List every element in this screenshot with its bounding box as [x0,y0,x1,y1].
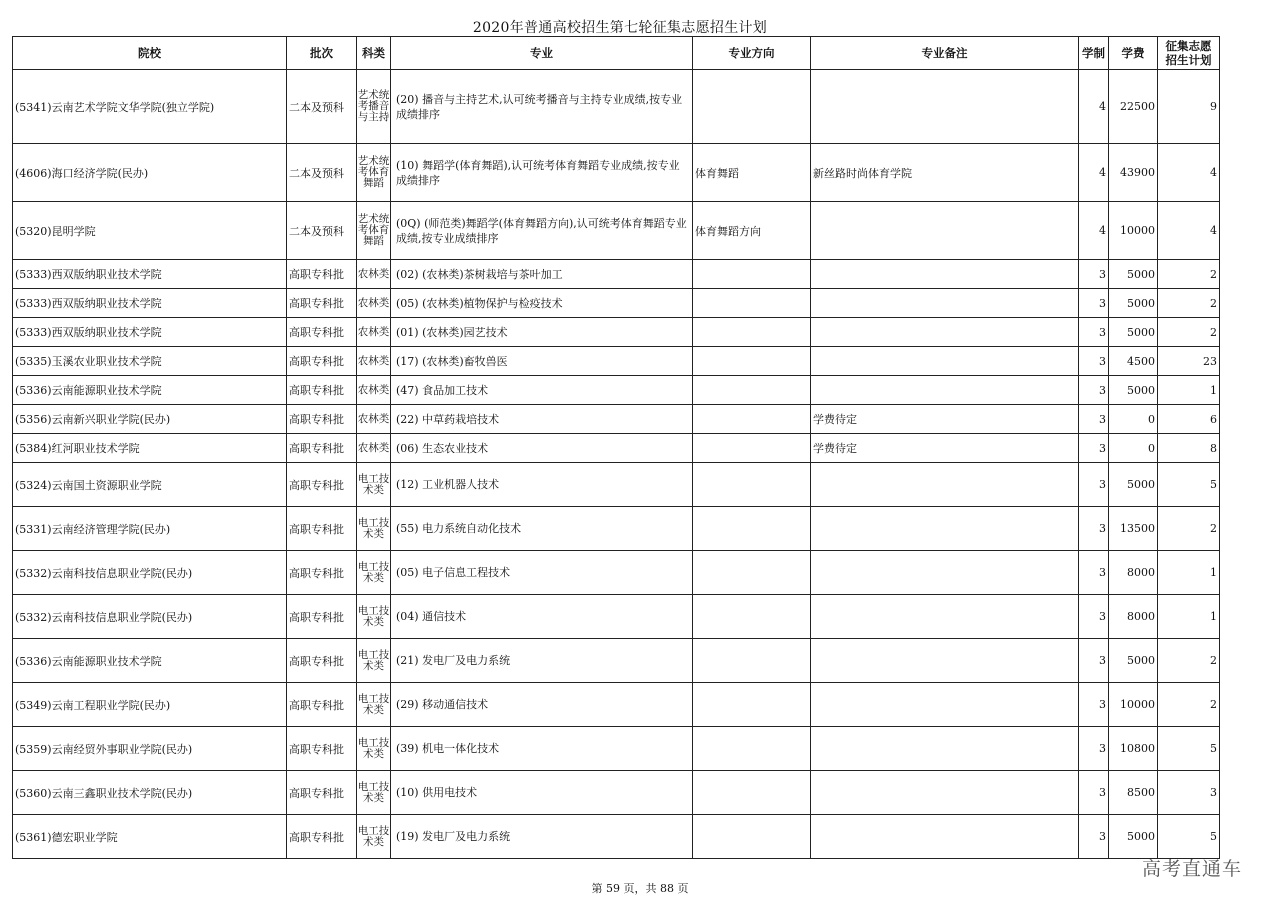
cell-school: (5324)云南国土资源职业学院 [13,463,287,507]
cell-plan: 2 [1158,260,1220,289]
cell-category: 艺术统考体育舞蹈 [357,202,391,260]
cell-category: 农林类 [357,260,391,289]
header-category: 科类 [357,37,391,70]
cell-direction [693,260,811,289]
cell-fee: 5000 [1109,639,1158,683]
cell-batch: 高职专科批 [287,771,357,815]
cell-school: (5359)云南经贸外事职业学院(民办) [13,727,287,771]
table-row [13,683,1220,727]
cell-batch: 高职专科批 [287,683,357,727]
cell-remark [811,507,1079,551]
cell-school: (5332)云南科技信息职业学院(民办) [13,551,287,595]
cell-category: 农林类 [357,318,391,347]
table-row [13,595,1220,639]
cell-major: (17) (农林类)畜牧兽医 [391,347,693,376]
cell-major: (05) 电子信息工程技术 [391,551,693,595]
table-row [13,405,1220,434]
cell-plan: 4 [1158,144,1220,202]
cell-years: 3 [1079,815,1109,859]
table-row [13,202,1220,260]
cell-remark: 学费待定 [811,434,1079,463]
cell-years: 3 [1079,727,1109,771]
cell-major: (39) 机电一体化技术 [391,727,693,771]
cell-school: (5336)云南能源职业技术学院 [13,376,287,405]
cell-years: 3 [1079,595,1109,639]
cell-plan: 2 [1158,289,1220,318]
cell-category: 艺术统考播音与主持 [357,70,391,144]
cell-batch: 高职专科批 [287,815,357,859]
cell-school: (5320)昆明学院 [13,202,287,260]
cell-major: (22) 中草药栽培技术 [391,405,693,434]
cell-batch: 高职专科批 [287,551,357,595]
cell-plan: 8 [1158,434,1220,463]
cell-school: (5361)德宏职业学院 [13,815,287,859]
cell-plan: 9 [1158,70,1220,144]
cell-direction [693,683,811,727]
cell-major: (21) 发电厂及电力系统 [391,639,693,683]
table-row [13,639,1220,683]
cell-remark [811,376,1079,405]
cell-remark [811,463,1079,507]
table-row [13,318,1220,347]
cell-major: (47) 食品加工技术 [391,376,693,405]
cell-plan: 5 [1158,815,1220,859]
cell-school: (5333)西双版纳职业技术学院 [13,318,287,347]
table-row [13,434,1220,463]
cell-years: 3 [1079,347,1109,376]
cell-fee: 5000 [1109,318,1158,347]
cell-remark [811,639,1079,683]
header-remark: 专业备注 [811,37,1079,70]
cell-direction: 体育舞蹈方向 [693,202,811,260]
cell-category: 电工技术类 [357,771,391,815]
cell-category: 农林类 [357,289,391,318]
cell-school: (4606)海口经济学院(民办) [13,144,287,202]
cell-category: 电工技术类 [357,683,391,727]
cell-major: (04) 通信技术 [391,595,693,639]
cell-remark [811,202,1079,260]
cell-years: 4 [1079,144,1109,202]
cell-major: (12) 工业机器人技术 [391,463,693,507]
cell-major: (01) (农林类)园艺技术 [391,318,693,347]
cell-direction [693,639,811,683]
cell-plan: 2 [1158,639,1220,683]
cell-category: 电工技术类 [357,639,391,683]
cell-batch: 二本及预科 [287,144,357,202]
cell-fee: 8000 [1109,595,1158,639]
cell-major: (19) 发电厂及电力系统 [391,815,693,859]
cell-batch: 高职专科批 [287,507,357,551]
cell-school: (5349)云南工程职业学院(民办) [13,683,287,727]
cell-plan: 6 [1158,405,1220,434]
cell-major: (10) 舞蹈学(体育舞蹈),认可统考体育舞蹈专业成绩,按专业成绩排序 [391,144,693,202]
cell-fee: 0 [1109,434,1158,463]
cell-fee: 8500 [1109,771,1158,815]
cell-batch: 高职专科批 [287,434,357,463]
cell-category: 电工技术类 [357,727,391,771]
cell-direction [693,551,811,595]
cell-direction [693,507,811,551]
cell-major: (29) 移动通信技术 [391,683,693,727]
cell-batch: 二本及预科 [287,202,357,260]
cell-years: 3 [1079,463,1109,507]
cell-direction: 体育舞蹈 [693,144,811,202]
cell-fee: 10000 [1109,683,1158,727]
cell-batch: 高职专科批 [287,405,357,434]
cell-school: (5360)云南三鑫职业技术学院(民办) [13,771,287,815]
cell-remark [811,260,1079,289]
cell-school: (5333)西双版纳职业技术学院 [13,289,287,318]
cell-batch: 高职专科批 [287,289,357,318]
cell-years: 3 [1079,507,1109,551]
cell-remark [811,70,1079,144]
cell-plan: 3 [1158,771,1220,815]
cell-years: 3 [1079,318,1109,347]
cell-school: (5384)红河职业技术学院 [13,434,287,463]
cell-direction [693,771,811,815]
document-title: 2020年普通高校招生第七轮征集志愿招生计划 [472,20,768,36]
cell-direction [693,434,811,463]
cell-remark [811,347,1079,376]
cell-plan: 4 [1158,202,1220,260]
cell-plan: 23 [1158,347,1220,376]
cell-fee: 22500 [1109,70,1158,144]
cell-category: 农林类 [357,405,391,434]
cell-batch: 高职专科批 [287,595,357,639]
header-fee: 学费 [1109,37,1158,70]
cell-school: (5333)西双版纳职业技术学院 [13,260,287,289]
cell-plan: 5 [1158,727,1220,771]
cell-batch: 高职专科批 [287,347,357,376]
cell-category: 电工技术类 [357,463,391,507]
cell-category: 电工技术类 [357,551,391,595]
table-row [13,289,1220,318]
cell-years: 3 [1079,376,1109,405]
cell-remark [811,771,1079,815]
cell-major: (0Q) (师范类)舞蹈学(体育舞蹈方向),认可统考体育舞蹈专业成绩,按专业成绩排序 [391,202,693,260]
cell-years: 4 [1079,202,1109,260]
table-row [13,347,1220,376]
cell-school: (5336)云南能源职业技术学院 [13,639,287,683]
cell-direction [693,595,811,639]
table-row [13,376,1220,405]
cell-batch: 高职专科批 [287,376,357,405]
table-row [13,815,1220,859]
cell-remark [811,683,1079,727]
table-row [13,727,1220,771]
cell-major: (10) 供用电技术 [391,771,693,815]
enrollment-plan-table [12,36,1220,859]
cell-school: (5335)玉溪农业职业技术学院 [13,347,287,376]
cell-plan: 2 [1158,507,1220,551]
cell-category: 电工技术类 [357,815,391,859]
cell-years: 3 [1079,434,1109,463]
cell-category: 农林类 [357,434,391,463]
cell-direction [693,376,811,405]
cell-fee: 10000 [1109,202,1158,260]
cell-category: 农林类 [357,376,391,405]
cell-years: 3 [1079,405,1109,434]
header-major: 专业 [391,37,693,70]
cell-fee: 43900 [1109,144,1158,202]
cell-fee: 5000 [1109,260,1158,289]
cell-batch: 高职专科批 [287,318,357,347]
cell-major: (06) 生态农业技术 [391,434,693,463]
cell-direction [693,318,811,347]
cell-major: (05) (农林类)植物保护与检疫技术 [391,289,693,318]
cell-plan: 2 [1158,318,1220,347]
cell-direction [693,289,811,318]
cell-years: 3 [1079,260,1109,289]
cell-remark: 新丝路时尚体育学院 [811,144,1079,202]
cell-remark [811,595,1079,639]
cell-fee: 5000 [1109,463,1158,507]
header-school: 院校 [13,37,287,70]
cell-direction [693,815,811,859]
cell-direction [693,405,811,434]
cell-years: 3 [1079,639,1109,683]
table-row [13,507,1220,551]
table-row [13,144,1220,202]
cell-batch: 高职专科批 [287,463,357,507]
cell-direction [693,347,811,376]
table-row [13,551,1220,595]
cell-years: 3 [1079,551,1109,595]
cell-years: 3 [1079,289,1109,318]
table-header-row [13,37,1220,70]
cell-batch: 二本及预科 [287,70,357,144]
cell-fee: 10800 [1109,727,1158,771]
cell-batch: 高职专科批 [287,727,357,771]
cell-fee: 4500 [1109,347,1158,376]
table-row [13,771,1220,815]
cell-school: (5332)云南科技信息职业学院(民办) [13,595,287,639]
cell-remark [811,289,1079,318]
cell-direction [693,727,811,771]
cell-batch: 高职专科批 [287,260,357,289]
cell-school: (5341)云南艺术学院文华学院(独立学院) [13,70,287,144]
cell-remark [811,551,1079,595]
cell-fee: 8000 [1109,551,1158,595]
cell-remark: 学费待定 [811,405,1079,434]
cell-years: 3 [1079,683,1109,727]
cell-fee: 5000 [1109,815,1158,859]
cell-major: (55) 电力系统自动化技术 [391,507,693,551]
cell-school: (5331)云南经济管理学院(民办) [13,507,287,551]
cell-category: 艺术统考体育舞蹈 [357,144,391,202]
cell-fee: 13500 [1109,507,1158,551]
table-row [13,463,1220,507]
cell-category: 农林类 [357,347,391,376]
watermark: 高考直通车 [1142,858,1243,880]
cell-fee: 5000 [1109,376,1158,405]
cell-fee: 5000 [1109,289,1158,318]
cell-plan: 1 [1158,595,1220,639]
cell-fee: 0 [1109,405,1158,434]
cell-years: 4 [1079,70,1109,144]
cell-category: 电工技术类 [357,595,391,639]
header-years: 学制 [1079,37,1109,70]
cell-major: (20) 播音与主持艺术,认可统考播音与主持专业成绩,按专业成绩排序 [391,70,693,144]
table-row [13,70,1220,144]
cell-school: (5356)云南新兴职业学院(民办) [13,405,287,434]
table-row [13,260,1220,289]
header-direction: 专业方向 [693,37,811,70]
header-plan: 征集志愿招生计划 [1158,37,1220,70]
cell-plan: 1 [1158,551,1220,595]
header-batch: 批次 [287,37,357,70]
cell-plan: 2 [1158,683,1220,727]
cell-plan: 5 [1158,463,1220,507]
cell-plan: 1 [1158,376,1220,405]
cell-direction [693,70,811,144]
cell-direction [693,463,811,507]
cell-remark [811,815,1079,859]
page-footer: 第 59 页，共 88 页 [591,882,689,895]
cell-batch: 高职专科批 [287,639,357,683]
cell-years: 3 [1079,771,1109,815]
cell-major: (02) (农林类)茶树栽培与茶叶加工 [391,260,693,289]
cell-remark [811,727,1079,771]
cell-remark [811,318,1079,347]
cell-category: 电工技术类 [357,507,391,551]
